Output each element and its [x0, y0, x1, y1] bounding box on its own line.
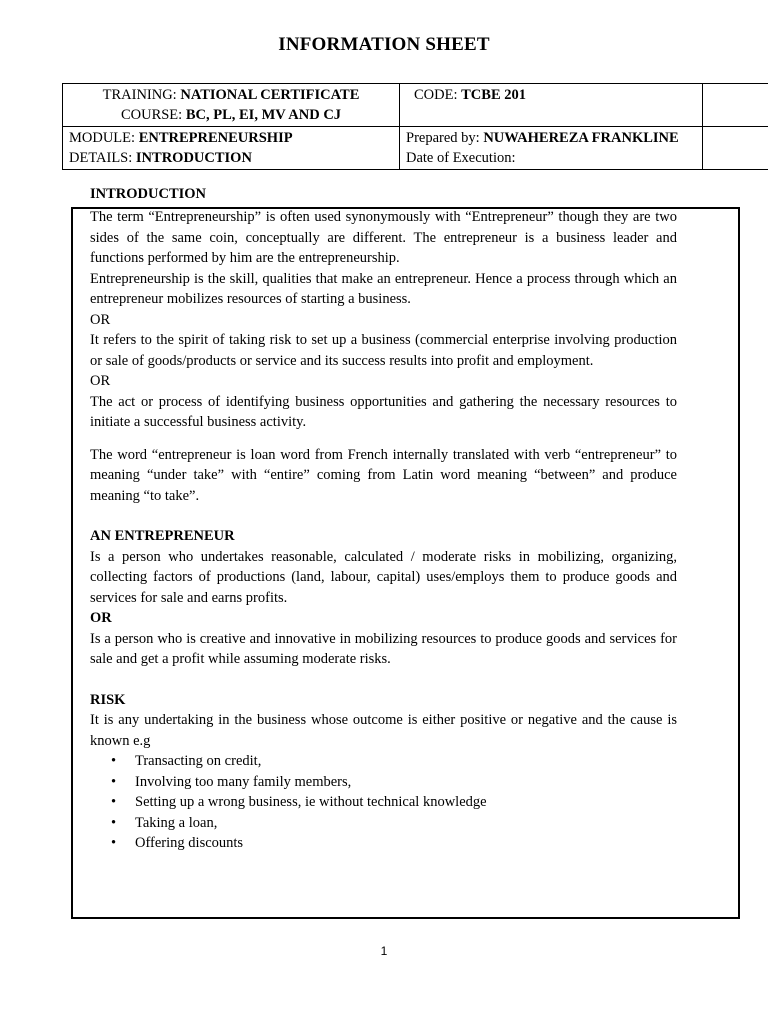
date-line: Date of Execution:: [406, 150, 516, 166]
prepared-label: Prepared by:: [406, 130, 484, 146]
header-row-2: [63, 127, 768, 170]
list-item: [90, 833, 677, 854]
training-label: TRAINING:: [102, 87, 181, 103]
page-number: 1: [380, 944, 388, 958]
empty-cell-2: [703, 127, 768, 170]
intro-paragraph-1: The term “Entrepreneurship” is often used synonymously with “Entrepreneur” though they are two sides of the same coin, conceptually are different. The entrepreneur is a business leader and functions performed by him are the entrepreneurship.: [90, 209, 677, 266]
training-course-cell: [63, 84, 400, 127]
header-row-1: [63, 84, 768, 127]
intro-or-1: OR: [90, 311, 111, 328]
risk-heading: RISK: [90, 691, 126, 708]
entrepreneur-heading: AN ENTREPRENEUR: [90, 528, 235, 544]
code-cell: [400, 84, 703, 127]
code-value: TCBE 201: [461, 87, 526, 103]
list-item-text: Setting up a wrong business, ie without technical knowledge: [135, 794, 487, 810]
intro-paragraph-4: The act or process of identifying business opportunities and gathering the necessary resources to initiate a successful business activity.: [90, 393, 677, 430]
list-item: [90, 751, 677, 772]
course-value: BC, PL, EI, MV AND CJ: [185, 107, 342, 123]
bullet-icon: •: [111, 773, 117, 790]
training-value: NATIONAL CERTIFICATE: [180, 87, 360, 103]
prepared-date-cell: [400, 127, 703, 170]
bullet-icon: •: [111, 814, 117, 831]
module-line: [69, 128, 393, 148]
intro-paragraph-2: Entrepreneurship is the skill, qualities that make an entrepreneur. Hence a process through which an entrepreneur mobilizes resources of starting a business.: [90, 270, 677, 307]
module-label: MODULE:: [69, 130, 139, 146]
list-item: [90, 772, 677, 793]
header-table: [62, 83, 768, 170]
risk-examples-list: [90, 751, 677, 854]
entrepreneur-paragraph-2: Is a person who is creative and innovative in mobilizing resources to produce goods and services for sale and get a profit while assuming moderate risks.: [90, 630, 677, 667]
bullet-icon: •: [111, 835, 117, 851]
training-line: [69, 85, 393, 105]
course-line: [69, 105, 393, 125]
intro-paragraph-5: The word “entrepreneur is loan word from French internally translated with verb “entrepreneur” to meaning “under take” with “entire” coming from Latin word meaning “between” and produce meaning “to take”.: [90, 446, 677, 504]
list-item-text: Offering discounts: [135, 835, 244, 851]
prepared-value: NUWAHEREZA FRANKLINE: [483, 130, 679, 146]
empty-cell-1: [703, 84, 768, 127]
details-value: INTRODUCTION: [135, 150, 252, 166]
bullet-icon: •: [111, 794, 117, 810]
page-title: INFORMATION SHEET: [278, 34, 490, 55]
course-label: COURSE:: [120, 107, 186, 123]
list-item-text: Involving too many family members,: [135, 773, 352, 790]
intro-paragraph-3: It refers to the spirit of taking risk to set up a business (commercial enterprise involving production or sale of goods/products or service and its success results into profit and employment.: [90, 332, 677, 369]
details-label: DETAILS:: [69, 150, 136, 166]
list-item: [90, 792, 677, 813]
entrepreneur-or: OR: [90, 610, 112, 626]
introduction-heading: INTRODUCTION: [90, 186, 207, 202]
list-item: [90, 813, 677, 834]
prepared-line: [406, 128, 696, 148]
details-line: [69, 148, 393, 168]
list-item-text: Transacting on credit,: [135, 753, 262, 769]
code-label: CODE:: [414, 87, 462, 103]
bullet-icon: •: [111, 753, 117, 769]
intro-or-2: OR: [90, 373, 111, 389]
content-body: [90, 207, 677, 854]
module-details-cell: [63, 127, 400, 170]
risk-paragraph: It is any undertaking in the business whose outcome is either positive or negative and the cause is known e.g: [90, 712, 677, 749]
list-item-text: Taking a loan,: [135, 814, 218, 831]
module-value: ENTREPRENEURSHIP: [138, 130, 293, 146]
entrepreneur-paragraph-1: Is a person who undertakes reasonable, calculated / moderate risks in mobilizing, organizing, collecting factors of productions (land, labour, capital) uses/employs them to produce goods and services for sale and earns profits.: [90, 548, 677, 606]
